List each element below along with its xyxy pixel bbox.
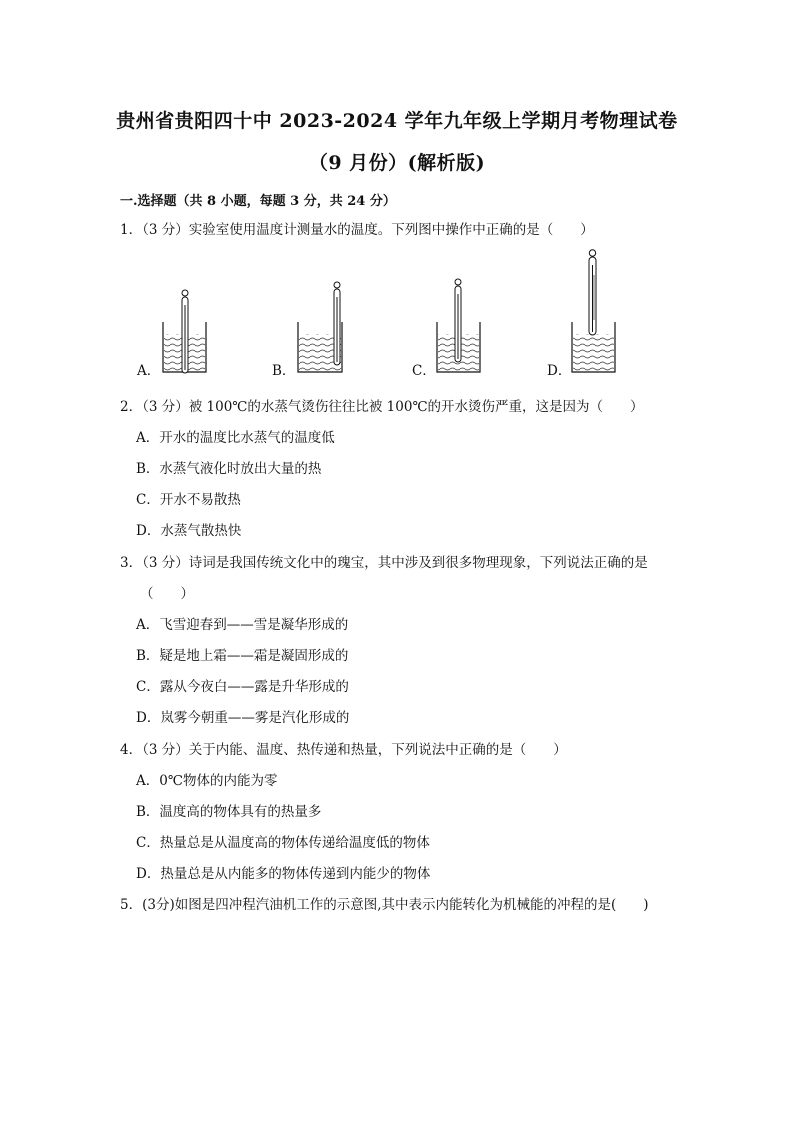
question-4-option-a: A．0℃物体的内能为零 (136, 773, 278, 789)
question-2-option-c: C．开水不易散热 (136, 492, 241, 508)
question-2-option-d: D．水蒸气散热快 (136, 523, 242, 539)
question-3-stem: 3．（3 分）诗词是我国传统文化中的瑰宝，其中涉及到很多物理现象，下列说法正确的是 (120, 555, 648, 571)
question-3-option-a: A．飞雪迎春到——雪是凝华形成的 (136, 617, 349, 633)
figure-label-a: A． (137, 363, 161, 379)
page-subtitle: （9 月份）(解析版) (308, 152, 486, 174)
figure-label-c: C． (412, 363, 436, 379)
figure-c-thermometer (455, 279, 461, 362)
question-3-option-b: B．疑是地上霜——霜是凝固形成的 (136, 648, 349, 664)
question-4-option-b: B．温度高的物体具有的热量多 (136, 804, 322, 820)
section-heading: 一.选择题（共 8 小题，每题 3 分，共 24 分） (120, 194, 396, 209)
page-title: 贵州省贵阳四十中 2023-2024 学年九年级上学期月考物理试卷 (116, 110, 678, 132)
figure-b-thermometer (334, 282, 340, 365)
question-5-stem: 5．(3分)如图是四冲程汽油机工作的示意图,其中表示内能转化为机械能的冲程的是( ) (120, 897, 649, 913)
question-4-option-c: C．热量总是从温度高的物体传递给温度低的物体 (136, 835, 430, 851)
figure-d-thermometer (589, 250, 596, 335)
figure-a-thermometer (182, 290, 188, 373)
question-1-stem: 1．（3 分）实验室使用温度计测量水的温度。下列图中操作中正确的是（ ） (120, 222, 594, 238)
thermometer-figures (0, 0, 794, 400)
figure-label-b: B． (272, 363, 296, 379)
question-3-stem-continued: （ ） (140, 586, 194, 602)
question-3-option-d: D．岚雾今朝重——雾是汽化形成的 (136, 710, 350, 726)
question-4-option-d: D．热量总是从内能多的物体传递到内能少的物体 (136, 866, 431, 882)
figure-label-d: D． (547, 363, 572, 379)
question-2-stem: 2．（3 分）被 100℃的水蒸气烫伤往往比被 100℃的开水烫伤严重，这是因为（ ） (120, 399, 644, 415)
question-3-option-c: C．露从今夜白——露是升华形成的 (136, 679, 349, 695)
question-4-stem: 4．（3 分）关于内能、温度、热传递和热量，下列说法中正确的是（ ） (120, 742, 567, 758)
question-2-option-a: A．开水的温度比水蒸气的温度低 (136, 430, 335, 446)
question-2-option-b: B．水蒸气液化时放出大量的热 (136, 461, 322, 477)
